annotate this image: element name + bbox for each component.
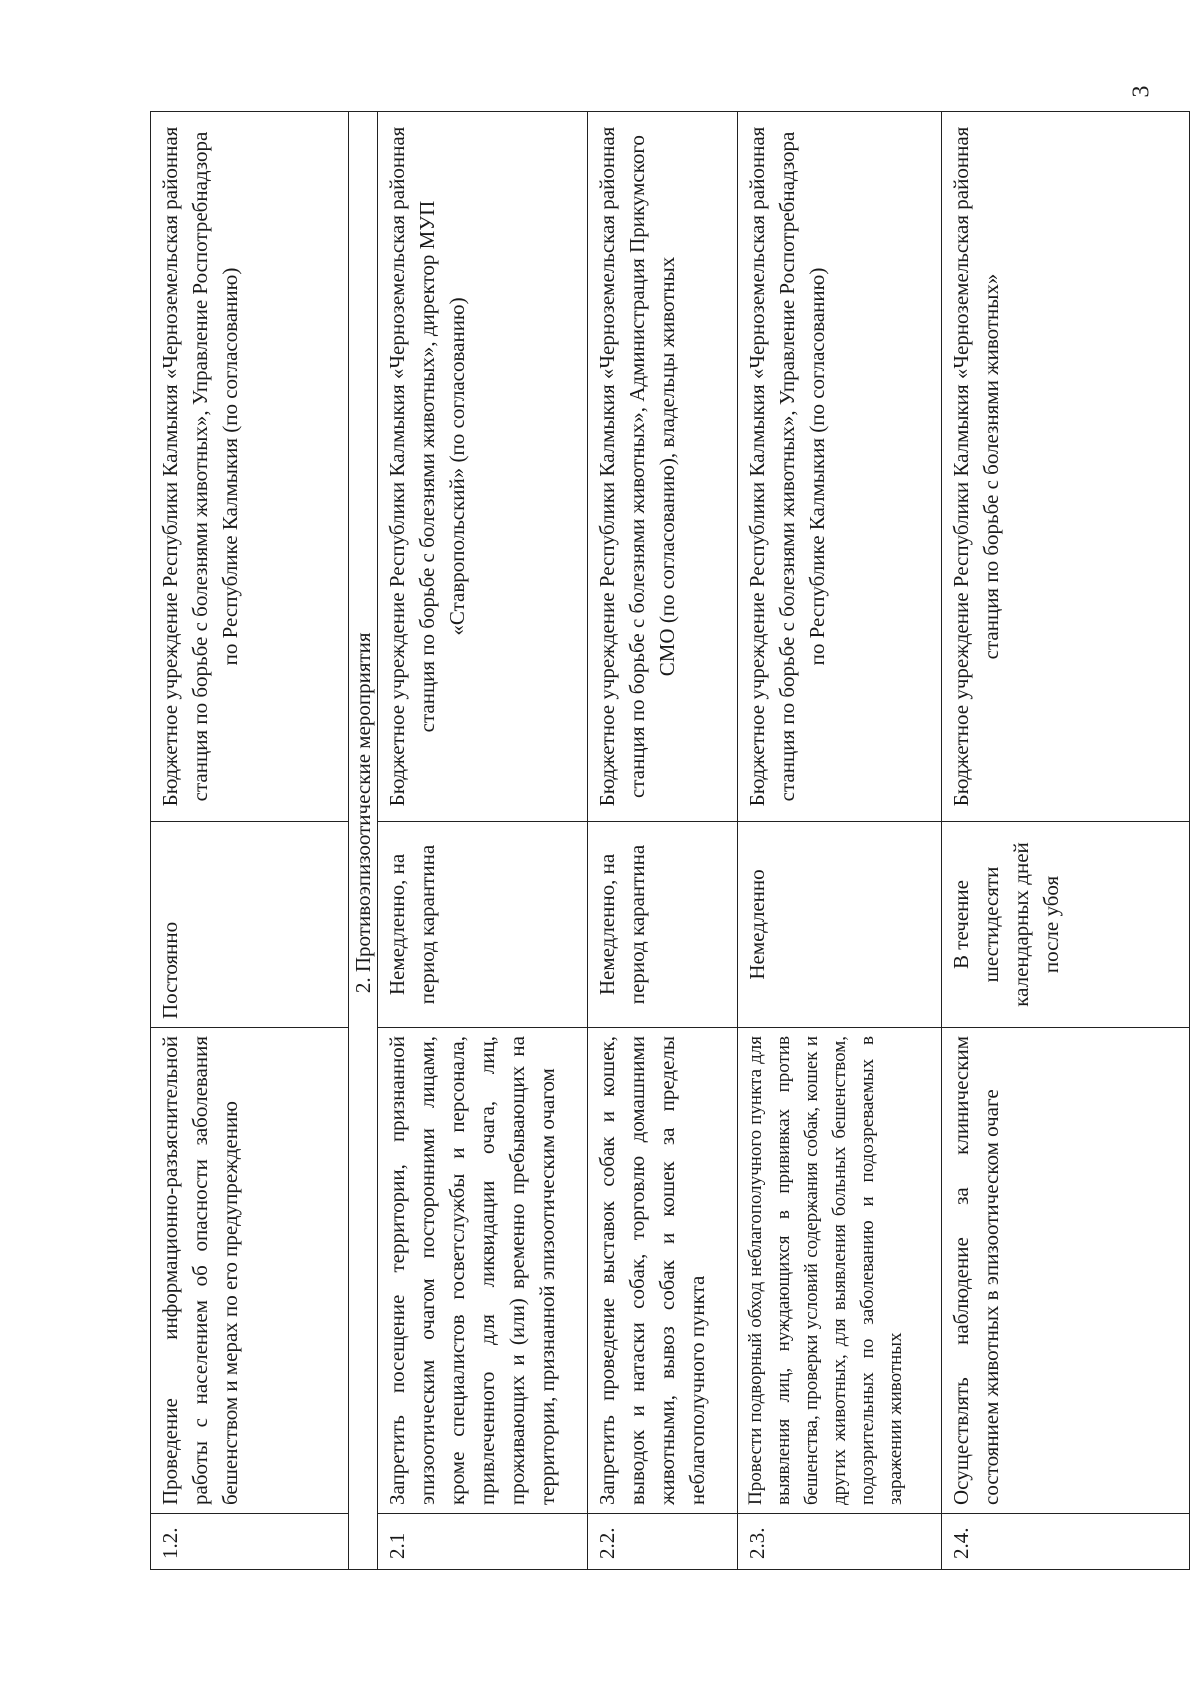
measures-table	[150, 111, 1190, 1570]
row-term: В течение шестидесяти календарных дней после убоя	[942, 822, 1190, 1028]
section-header-row	[349, 112, 378, 1570]
row-responsible: Бюджетное учреждение Республики Калмыкия «Черноземельская районная станция по борьбе с болезнями животных»	[942, 112, 1190, 822]
section-title: 2. Противоэпизоотические мероприятия	[349, 112, 378, 1514]
table-row	[378, 112, 588, 1570]
row-term: Немедленно	[738, 822, 942, 1028]
row-number: 2.3.	[738, 1514, 942, 1570]
row-action: Проведение информационно-разъяснительной работы с населением об опасности заболевания бешенством и мерах по его предупреждению	[151, 1028, 349, 1514]
row-number: 1.2.	[151, 1514, 349, 1570]
row-action: Осуществлять наблюдение за клиническим состоянием животных в эпизоотическом очаге	[942, 1028, 1190, 1514]
table-row	[738, 112, 942, 1570]
row-term: Постоянно	[151, 822, 349, 1028]
row-action: Запретить проведение выставок собак и кошек, выводок и натаски собак, торговлю домашними животными, вывоз собак и кошек за пределы неблагополучного пункта	[588, 1028, 738, 1514]
row-action: Запретить посещение территории, признанной эпизоотическим очагом посторонними лицами, кроме специалистов госветслужбы и персонала, привлеченного для ликвидации очага, лиц, проживающих и (или) временно пребывающих на территории, признанной эпизоотическим очагом	[378, 1028, 588, 1514]
row-responsible: Бюджетное учреждение Республики Калмыкия «Черноземельская районная станция по борьбе с болезнями животных», Управление Роспотребнадзора по Республике Калмыкия (по согласованию)	[738, 112, 942, 822]
table-row	[151, 112, 349, 1570]
row-number: 2.4.	[942, 1514, 1190, 1570]
row-term: Немедленно, на период карантина	[378, 822, 588, 1028]
row-responsible: Бюджетное учреждение Республики Калмыкия «Черноземельская районная станция по борьбе с болезнями животных», Управление Роспотребнадзора по Республике Калмыкия (по согласованию)	[151, 112, 349, 822]
table-row	[942, 112, 1190, 1570]
row-action: Провести подворный обход неблагополучного пункта для выявления лиц, нуждающихся в прививках против бешенства, проверки условий содержания собак, кошек и других животных, для выявления больных бешенством, подозрительных по заболеванию и подозреваемых в заражении животных	[738, 1028, 942, 1514]
row-number: 2.1	[378, 1514, 588, 1570]
section-number-cell	[349, 1514, 378, 1570]
table-row	[588, 112, 738, 1570]
page-number: 3	[1128, 85, 1155, 98]
row-responsible: Бюджетное учреждение Республики Калмыкия «Черноземельская районная станция по борьбе с болезнями животных», Администрация Прикумского СМО (по согласованию), владельцы животных	[588, 112, 738, 822]
row-responsible: Бюджетное учреждение Республики Калмыкия «Черноземельская районная станция по борьбе с болезнями животных», директор МУП «Ставропольский» (по согласованию)	[378, 112, 588, 822]
row-term: Немедленно, на период карантина	[588, 822, 738, 1028]
row-number: 2.2.	[588, 1514, 738, 1570]
rotated-table-container	[150, 112, 1190, 1570]
